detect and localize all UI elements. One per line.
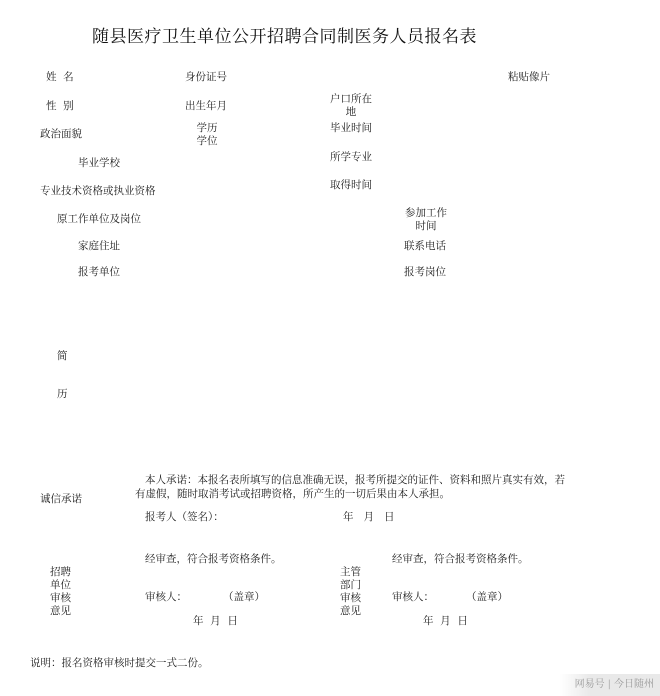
label-work-start: 参加工作时间 (405, 207, 447, 232)
label-id-number: 身份证号 (185, 71, 227, 83)
label-qualification: 专业技术资格或执业资格 (40, 185, 156, 197)
label-review-right: 主管部门审核意见 (340, 566, 361, 617)
label-apply-unit: 报考单位 (78, 266, 120, 278)
label-politics: 政治面貌 (40, 128, 82, 140)
review-left-seal: （盖章） (223, 591, 265, 603)
label-pledge: 诚信承诺 (40, 493, 82, 505)
label-resume-char2: 历 (57, 388, 68, 400)
label-major: 所学专业 (330, 151, 372, 163)
review-right-reviewer: 审核人： (392, 591, 434, 603)
pledge-date: 年 月 日 (343, 511, 395, 523)
label-gender: 性 别 (46, 100, 74, 112)
label-acquire-time: 取得时间 (330, 179, 372, 191)
label-household: 户口所在地 (330, 93, 372, 118)
label-resume-char1: 简 (57, 350, 68, 362)
label-name: 姓 名 (46, 71, 74, 83)
label-phone: 联系电话 (404, 240, 446, 252)
review-left-reviewer: 审核人： (145, 591, 187, 603)
pledge-signer: 报考人（签名）： (145, 511, 224, 523)
label-photo: 粘贴像片 (508, 71, 550, 83)
watermark-account: 今日随州 (614, 679, 654, 690)
label-grad-time: 毕业时间 (330, 122, 372, 134)
watermark: 网易号 | 今日随州 (560, 674, 660, 696)
label-education: 学历学位 (196, 122, 218, 147)
label-former-unit: 原工作单位及岗位 (57, 213, 141, 225)
review-left-statement: 经审查，符合报考资格条件。 (145, 553, 282, 565)
pledge-text: 本人承诺：本报名表所填写的信息准确无误，报考所提交的证件、资料和照片真实有效，若有虚假，随时取消考试或招聘资格，所产生的一切后果由本人承担。 (135, 474, 565, 500)
footnote: 说明：报名资格审核时提交一式二份。 (30, 657, 209, 669)
label-school: 毕业学校 (78, 157, 120, 169)
label-apply-post: 报考岗位 (404, 266, 446, 278)
label-birth-date: 出生年月 (185, 100, 227, 112)
review-left-date: 年 月 日 (193, 615, 238, 627)
label-review-left: 招聘单位审核意见 (50, 566, 71, 617)
review-right-statement: 经审查，符合报考资格条件。 (392, 553, 529, 565)
label-address: 家庭住址 (78, 240, 120, 252)
review-right-seal: （盖章） (466, 591, 508, 603)
watermark-source: 网易号 (574, 679, 605, 690)
review-right-date: 年 月 日 (423, 615, 468, 627)
page-title: 随县医疗卫生单位公开招聘合同制医务人员报名表 (92, 27, 477, 47)
